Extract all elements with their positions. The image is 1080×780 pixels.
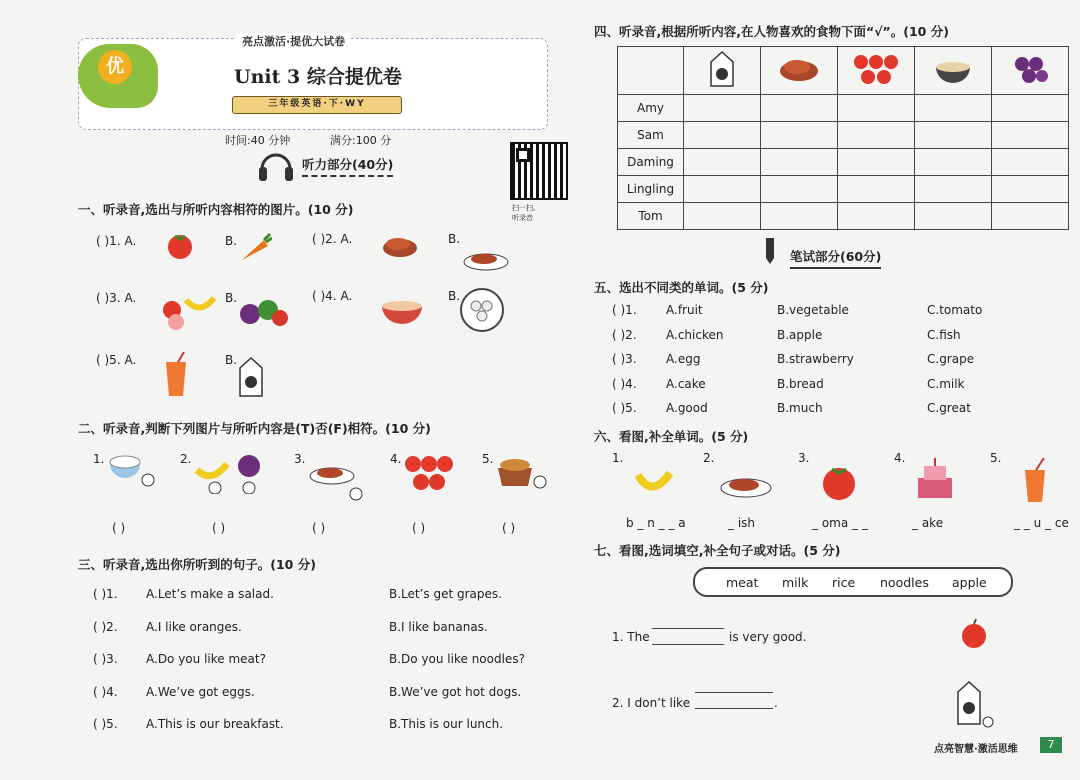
answer-line[interactable] — [652, 628, 724, 629]
sec5-item-4-b: B.bread — [777, 377, 824, 391]
sec1-item-3: ( )3. A. — [96, 291, 137, 305]
sec2-answer-5[interactable]: ( ) — [502, 521, 516, 535]
sec5-item-1-a: A.fruit — [666, 303, 703, 317]
tick-cell[interactable] — [838, 95, 915, 122]
sec2-answer-3[interactable]: ( ) — [312, 521, 326, 535]
table-row — [618, 149, 1069, 176]
sec3-item-1-a: A.Let’s make a salad. — [146, 587, 274, 601]
tick-cell[interactable] — [915, 95, 992, 122]
fish-smile-icon — [308, 460, 368, 502]
headphones-icon — [256, 147, 296, 183]
listening-part-label: 听力部分(40分) — [302, 155, 393, 177]
milk-carton-icon — [707, 50, 737, 88]
sec6-num-3: 3. — [798, 451, 810, 465]
word-option: milk — [782, 575, 809, 590]
sec5-item-1-b: B.vegetable — [777, 303, 849, 317]
sec5-title: 五、选出不同类的单词。(5 分) — [594, 280, 769, 295]
dumplings-plate-icon — [458, 286, 506, 334]
sec3-item-4-num: ( )4. — [93, 685, 118, 699]
banana-icon — [634, 465, 674, 501]
sec1-item-4-b: B. — [448, 289, 461, 303]
row-name: Daming — [618, 149, 684, 176]
juice-icon — [160, 352, 192, 400]
sec1-item-2-b: B. — [448, 232, 461, 246]
tick-cell[interactable] — [684, 176, 761, 203]
tick-cell[interactable] — [915, 149, 992, 176]
sec5-item-4-a: A.cake — [666, 377, 706, 391]
sec5-item-3-c: C.grape — [927, 352, 975, 366]
roast-chicken-icon — [776, 53, 822, 85]
sec3-item-4-b: B.We’ve got hot dogs. — [389, 685, 522, 699]
sec5-item-5-num: ( )5. — [612, 401, 637, 415]
series-tag: 亮点激活·提优大试卷 — [236, 33, 351, 49]
tomato-icon — [818, 462, 860, 502]
sec3-item-2-a: A.I like oranges. — [146, 620, 242, 634]
sec6-num-1: 1. — [612, 451, 624, 465]
sec5-item-4-c: C.milk — [927, 377, 965, 391]
roast-chicken-icon — [378, 228, 422, 258]
sec3-item-5-a: A.This is our breakfast. — [146, 717, 284, 731]
sec6-word-1[interactable]: b _ n _ _ a — [626, 516, 686, 530]
apple-icon — [958, 618, 990, 650]
tick-cell[interactable] — [684, 95, 761, 122]
row-name: Amy — [618, 95, 684, 122]
milk-carton-sad-icon — [954, 680, 994, 730]
word-option: noodles — [880, 575, 929, 590]
word-option: rice — [832, 575, 856, 590]
sec3-item-3-num: ( )3. — [93, 652, 118, 666]
sec3-item-4-a: A.We’ve got eggs. — [146, 685, 255, 699]
answer-line[interactable] — [695, 708, 773, 709]
sec5-item-1-num: ( )1. — [612, 303, 637, 317]
food-table — [617, 46, 1069, 230]
tick-cell[interactable] — [992, 122, 1069, 149]
row-name: Lingling — [618, 176, 684, 203]
tick-cell[interactable] — [915, 203, 992, 230]
table-row — [618, 122, 1069, 149]
sec6-title: 六、看图,补全单词。(5 分) — [594, 429, 749, 444]
tick-cell[interactable] — [992, 176, 1069, 203]
sec5-item-2-c: C.fish — [927, 328, 961, 342]
answer-line[interactable] — [695, 692, 773, 693]
tomato-icon — [162, 230, 198, 260]
sec2-num-5: 5. — [482, 452, 494, 466]
sec5-item-2-num: ( )2. — [612, 328, 637, 342]
tick-cell[interactable] — [838, 149, 915, 176]
sec3-item-2-num: ( )2. — [93, 620, 118, 634]
table-row — [618, 95, 1069, 122]
sec1-title: 一、听录音,选出与所听内容相符的图片。(10 分) — [78, 202, 354, 217]
page-number: 7 — [1040, 737, 1062, 753]
sec6-num-5: 5. — [990, 451, 1002, 465]
sec1-item-4: ( )4. A. — [312, 289, 353, 303]
sec7-sentence-1-end: is very good. — [729, 630, 807, 644]
sec5-item-2-a: A.chicken — [666, 328, 724, 342]
sec3-item-3-a: A.Do you like meat? — [146, 652, 266, 666]
sec1-item-5-b: B. — [225, 353, 238, 367]
tick-cell[interactable] — [992, 95, 1069, 122]
sec2-num-4: 4. — [390, 452, 402, 466]
footer-text: 点亮智慧·激活思维 — [934, 744, 1018, 755]
sec5-item-5-c: C.great — [927, 401, 971, 415]
sec6-word-3[interactable]: _ oma _ _ — [812, 516, 868, 530]
table-row — [618, 203, 1069, 230]
sec4-title: 四、听录音,根据所听内容,在人物喜欢的食物下面“√”。(10 分) — [594, 24, 949, 39]
noodle-bowl-icon — [932, 51, 974, 87]
sec6-word-2[interactable]: _ ish — [728, 516, 756, 530]
sec6-word-5[interactable]: _ _ u _ ce — [1014, 516, 1069, 530]
sec3-item-2-b: B.I like bananas. — [389, 620, 488, 634]
row-name: Sam — [618, 122, 684, 149]
tick-cell[interactable] — [915, 176, 992, 203]
noodle-bowl-icon — [378, 290, 426, 330]
sec5-item-4-num: ( )4. — [612, 377, 637, 391]
sec2-num-1: 1. — [93, 452, 105, 466]
grade-banner: 三年级英语·下·WY — [232, 96, 402, 114]
tick-cell[interactable] — [838, 176, 915, 203]
sec2-num-2: 2. — [180, 452, 192, 466]
sec2-answer-4[interactable]: ( ) — [412, 521, 426, 535]
qr-code[interactable] — [510, 142, 568, 200]
tick-cell[interactable] — [761, 176, 838, 203]
row-name: Tom — [618, 203, 684, 230]
tick-cell[interactable] — [992, 149, 1069, 176]
score-label: 满分:100 分 — [330, 134, 392, 147]
sec2-title: 二、听录音,判断下列图片与所听内容是(T)否(F)相符。(10 分) — [78, 421, 431, 436]
sec1-item-1: ( )1. A. — [96, 234, 137, 248]
time-label: 时间:40 分钟 — [225, 134, 291, 147]
sec5-item-3-num: ( )3. — [612, 352, 637, 366]
sec1-item-3-b: B. — [225, 291, 238, 305]
juice-icon — [1020, 458, 1050, 504]
tick-cell[interactable] — [684, 149, 761, 176]
word-option: apple — [952, 575, 987, 590]
word-option: meat — [726, 575, 759, 590]
sec3-item-1-b: B.Let’s get grapes. — [389, 587, 502, 601]
tomatoes-icon — [403, 452, 457, 494]
tick-cell[interactable] — [915, 122, 992, 149]
tick-cell[interactable] — [761, 122, 838, 149]
banana-grape-icon — [193, 450, 269, 494]
table-header-row — [618, 47, 1069, 95]
sec5-item-2-b: B.apple — [777, 328, 823, 342]
sec5-item-1-c: C.tomato — [927, 303, 983, 317]
sec5-item-3-b: B.strawberry — [777, 352, 854, 366]
sec1-item-5: ( )5. A. — [96, 353, 137, 367]
sec1-item-1-b: B. — [225, 234, 238, 248]
sec7-sentence-2-start: 2. I don’t like — [612, 696, 691, 710]
fish-plate-icon — [718, 472, 774, 500]
sec5-item-3-a: A.egg — [666, 352, 701, 366]
carrot-icon — [236, 232, 272, 262]
sec6-num-4: 4. — [894, 451, 906, 465]
table-row — [618, 176, 1069, 203]
page-title: Unit 3 综合提优卷 — [234, 66, 402, 88]
tick-cell[interactable] — [761, 203, 838, 230]
sec7-sentence-2-end: . — [774, 696, 778, 710]
sec7-sentence-1-start: 1. The — [612, 630, 650, 644]
sec2-answer-2[interactable]: ( ) — [212, 521, 226, 535]
sec5-item-5-a: A.good — [666, 401, 708, 415]
qr-caption: 扫一扫,听录音 — [512, 204, 536, 222]
sec1-item-2: ( )2. A. — [312, 232, 353, 246]
tick-cell[interactable] — [684, 203, 761, 230]
tick-cell[interactable] — [761, 149, 838, 176]
sec2-num-3: 3. — [294, 452, 306, 466]
sec3-item-1-num: ( )1. — [93, 587, 118, 601]
grapes-icon — [1008, 50, 1052, 88]
sec3-item-3-b: B.Do you like noodles? — [389, 652, 525, 666]
tick-cell[interactable] — [838, 203, 915, 230]
written-part-label: 笔试部分(60分) — [790, 247, 881, 269]
cake-icon — [912, 458, 958, 502]
sec5-item-5-b: B.much — [777, 401, 823, 415]
sec6-num-2: 2. — [703, 451, 715, 465]
sec3-title: 三、听录音,选出你所听到的句子。(10 分) — [78, 557, 316, 572]
pencil-icon — [760, 236, 788, 266]
tick-cell[interactable] — [684, 122, 761, 149]
fruits-icon — [160, 288, 216, 330]
sec6-word-4[interactable]: _ ake — [912, 516, 944, 530]
tomatoes-icon — [851, 52, 901, 86]
milk-carton-icon — [236, 356, 266, 398]
tick-cell[interactable] — [992, 203, 1069, 230]
sec7-title: 七、看图,选词填空,补全句子或对话。(5 分) — [594, 543, 841, 558]
rice-bowl-smile-icon — [106, 450, 156, 490]
bread-basket-icon — [496, 452, 548, 494]
badge-circle: 优 — [98, 50, 132, 84]
sec3-item-5-b: B.This is our lunch. — [389, 717, 504, 731]
tick-cell[interactable] — [761, 95, 838, 122]
sec3-item-5-num: ( )5. — [93, 717, 118, 731]
sec2-answer-1[interactable]: ( ) — [112, 521, 126, 535]
answer-line[interactable] — [652, 644, 724, 645]
fish-plate-icon — [462, 244, 510, 274]
vegetables-icon — [236, 288, 292, 330]
tick-cell[interactable] — [838, 122, 915, 149]
